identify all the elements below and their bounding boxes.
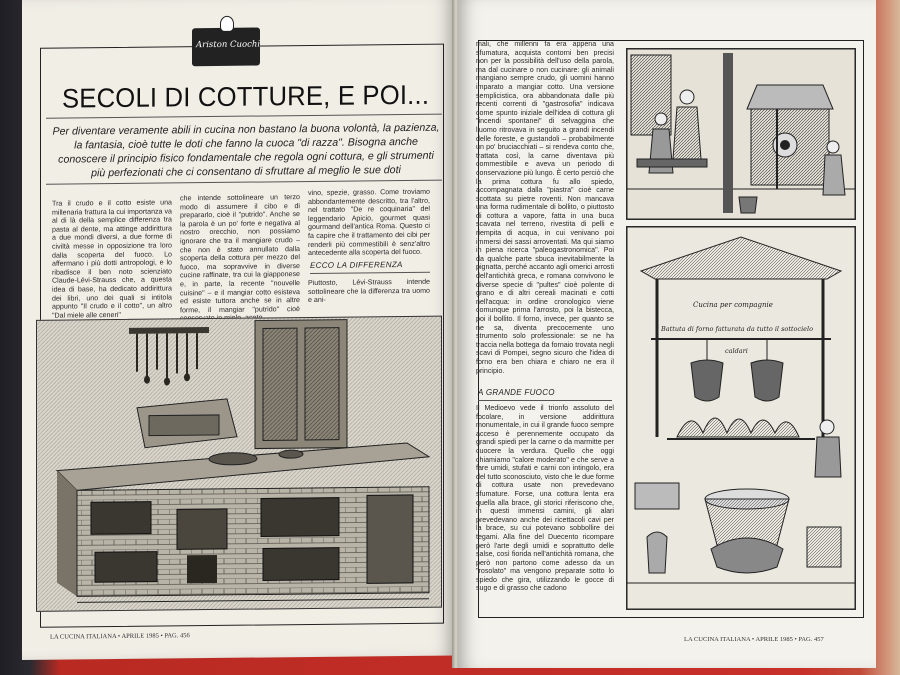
right-page [458, 0, 876, 668]
stove-engraving [36, 316, 442, 612]
outdoor-cooking-woodcut [626, 226, 856, 610]
left-footer: LA CUCINA ITALIANA • APRILE 1985 • PAG. 456 [50, 632, 190, 641]
ariston-cuochi-logo [192, 28, 260, 67]
kitchen-woodcut-illustration [627, 49, 855, 219]
article-title: SECOLI DI COTTURE, E POI... [62, 79, 430, 114]
stove-illustration [37, 317, 441, 611]
outdoor-cooking-illustration [627, 227, 855, 609]
text-column-right-top: mali, che millenni fa era appena una sfumatura, acquista contorni ben precisi non per la possibilità dell'uso della parola, ma dal cucinare o non cucinare: gli animali mangiano sempre crudo, gli uomini hanno imparato a mangiar cotto. Una versione semplicistica, ora abbandonata dalle più recenti correnti di "gastrosofia" indicava come spunto iniziale dell'idea di cottura gli "incendi spontanei" di selvaggina che l'uomo ritrovava in seguito a grandi incendi delle foreste, e gustandoli – probabilmente un po' bruciacchiati – si rendeva conto che, trattata così, la carne diventava più commestibile e aveva un periodo di conservazione più lungo. È certo perciò che la prima cottura fu allo spiedo, accompagnata dalla "piastra" cioè carne scottata su pietre roventi. Non mancava una forma rudimentale di bollito, o piuttosto di cottura a vapore, fatta in una buca scavata nel terreno, rivestita di pelli e riempita di acqua, in cui venivano poi immersi dei sassi arroventati. Ma qui siamo in piena ricerca "paleogastronomica". Poi da qualche parte sbuca inevitabilmente la pignatta, perché accanto agli omerici arrosti dell'antichità greca, e romana convivono le diverse specie di "pultes" cioè polente di grano e di altri cereali macinati e cotti nell'acqua: in ordine cronologico viene comunque prima l'arrosto, poi la bistecca, poi il bollito. Il forno, invece, per quanto se ne sa, diventa precocemente uno strumento solo professionale: se ne ha traccia nella bottega da fornaio trovata negli scavi di Pompei, segno sicuro che l'idea di forno era ben chiara e chiaro ne era il principio. [476, 40, 614, 375]
section-subhead-right: A GRANDE FUOCO [478, 388, 555, 397]
article-intro: Per diventare veramente abili in cucina non bastano la buona volontà, la pazienza, la fantasia, cioè tutte le doti che fanno la cuoca "di razza". Bisogna anche conoscere il principio fisico fondamentale che regola ogni cottura, e gli strumenti più perfezionati che ci consentano di sfruttare al meglio le sue doti [52, 121, 440, 180]
chef-figure-icon [220, 16, 234, 32]
text-column-2: che intende sottolineare un terzo modo di assumere il cibo e di prepararlo, cioè il "putrido". Anche se la parola è un po' forte e negativa al nostro orecchio, non possiamo ignorare che tra il mangiare crudo – che non è stato annullato dalla scoperta della cottura per mezzo del fuoco, ma sopravvive in diverse cucine raffinate, tra cui la giapponese e, in parte, la recente "nouvelle cuisine" – e il mangiar cotto esisteva ed esiste tuttora anche se in altre forme, il mangiar "putrido" cioè [180, 193, 300, 315]
logo-text: Ariston Cuochi [196, 39, 261, 51]
engraving-caption-1: Cucina per compagnie [693, 301, 773, 309]
left-page [22, 0, 454, 660]
kitchen-woodcut [626, 48, 856, 220]
text-column-3b: Piuttosto, Lévi-Strauss intende sottolineare che la differenza tra uomo e ani- [308, 277, 430, 305]
text-column-right-bottom: Il Medioevo vede il trionfo assoluto del focolare, in versione addirittura monumentale, in cui il grande fuoco sempre acceso è perennemente occupato da grandi spiedi per la carne o da marmitte per cuocere la verdura. Quello che oggi chiamiamo "calore moderato" e che serve a fare umidi, stufati e carni con intingolo, era del tutto sconosciuto, visto che le due forme di cottura usate non prevedevano sfumature. Forse, una cottura lenta era quella alla brace, gli storici riferiscono che, in questi immensi camini, gli alari prevedevano anche dei ricettacoli cavi per la brace, su cui potevano sobbollire dei tegami. Alla fine del Duecento ricompare però l'arte degli umidi e soprattutto delle salse, così fiorida nell'antichità romana, che però non partono come adesso da un "rosolato" ma vengono preparate sotto lo spiedo che gira, utilizzando le gocce di sugo e di grasso che cadono [476, 404, 615, 593]
right-footer: LA CUCINA ITALIANA • APRILE 1985 • PAG. 457 [684, 636, 824, 643]
subhead-rule-right [478, 400, 612, 401]
engraving-caption-3: caldari [725, 347, 748, 355]
engraving-caption-2: Battuta di forno fatturata da tutto il sottocielo [661, 325, 814, 333]
text-column-1: Tra il crudo e il cotto esiste una millenaria frattura la cui importanza va al di là della semplice differenza tra pasta al dente, ma attinge addirittura a due mondi diversi, a due forme di civiltà messe in opposizione tra loro dalla scoperta del fuoco. Lo affermano i più dotti antropologi, e lo ribadisce il ben noto scienziato Claude-Lévi-Strauss che, a questa idea di base, ha dedicato addirittura dei libri, uno dei quali si intitola appunto "Il crudo e il cotto", un altro "Dal miele alle ceneri" [52, 198, 172, 320]
open-magazine [22, 0, 877, 672]
section-subhead: ECCO LA DIFFERENZA [310, 260, 403, 270]
text-column-3a: vino, spezie, grasso. Come troviamo abbondantemente descritto, tra l'altro, nel trattato "De re coquinaria" del leggendario Apicio, gourmet quasi gourmand dell'antica Roma. Questo ci fa capire che il trattamento dei cibi per renderli più commestibili è senz'altro antecedente alla scoperta del fuoco. [308, 187, 430, 258]
